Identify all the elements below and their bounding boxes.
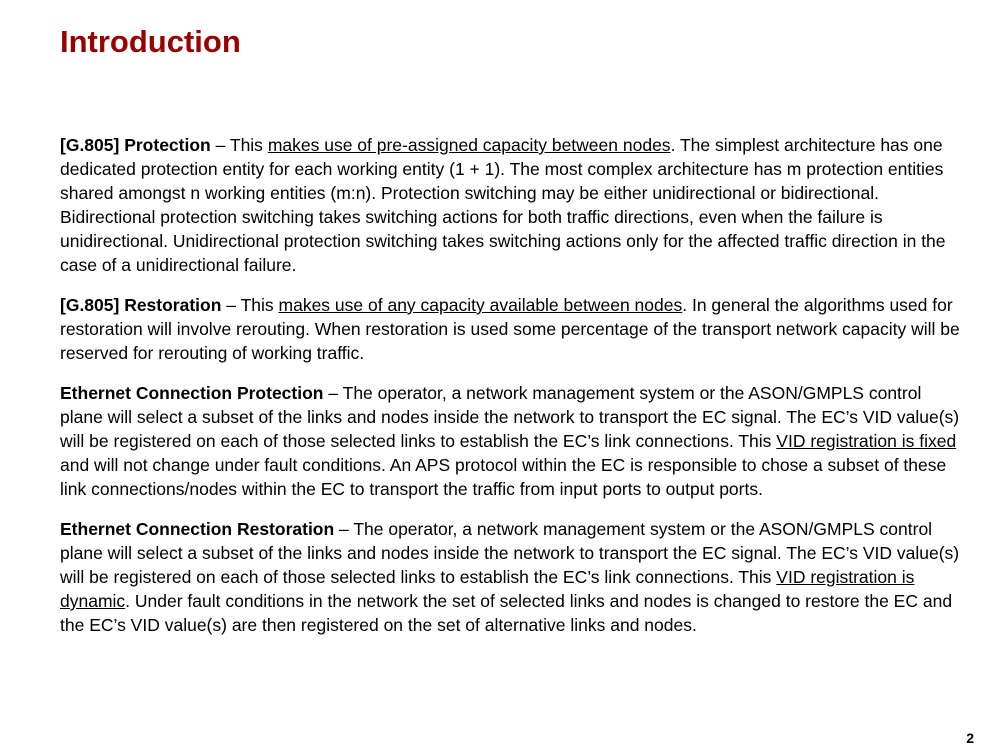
underlined-text: makes use of pre-assigned capacity between nodes — [267, 135, 671, 155]
slide-title: Introduction — [60, 24, 241, 59]
paragraph-text: . Under fault conditions in the network the set of selected links and nodes is changed to restore the EC and the EC’s VID value(s) are then registered on the set of alternative links and nodes. — [60, 591, 953, 635]
paragraph-text: and will not change under fault conditions. An APS protocol within the EC is responsible to chose a subset of these link connections/nodes within the EC to transport the traffic from input ports to output ports. — [60, 455, 947, 499]
paragraph-text: – The operator, a network management system or the ASON/GMPLS control plane will select a subset of the links and nodes inside the network to transport the EC signal. The EC’s VID value(s) will be registered on each of those selected links to establish the EC’s link connections. This — [60, 383, 960, 451]
underlined-text: makes use of any capacity available between nodes — [278, 295, 683, 315]
slide-body — [60, 133, 960, 653]
paragraph-text: . The simplest architecture has one dedicated protection entity for each working entity (1 + 1). The most complex architecture has m protection entities shared amongst n working entities (m:n). Protection switching may be either unidirectional or bidirectional. Bidirectional protection switching takes switching actions for both traffic directions, even when the failure is unidirectional. Unidirectional protection switching takes switching actions only for the affected traffic direction in the case of a unidirectional failure. — [60, 135, 946, 275]
paragraph-ethernet-connection-restoration — [60, 517, 960, 637]
term-ethernet-connection-restoration: Ethernet Connection Restoration — [60, 519, 335, 539]
paragraph-text: – The operator, a network management system or the ASON/GMPLS control plane will select a subset of the links and nodes inside the network to transport the EC signal. The EC’s VID value(s) will be registered on each of those selected links to establish the EC’s link connections. This — [60, 519, 960, 587]
term-g805-protection: [G.805] Protection — [60, 135, 211, 155]
paragraph-g805-restoration — [60, 293, 960, 365]
paragraph-ethernet-connection-protection — [60, 381, 960, 501]
paragraph-g805-protection — [60, 133, 960, 277]
underlined-text: VID registration is dynamic — [60, 567, 915, 611]
paragraph-text: – This — [221, 295, 279, 315]
paragraph-text: . In general the algorithms used for restoration will involve rerouting. When restoration is used some percentage of the transport network capacity will be reserved for rerouting of working traffic. — [60, 295, 960, 363]
underlined-text: VID registration is fixed — [776, 431, 957, 451]
term-g805-restoration: [G.805] Restoration — [60, 295, 222, 315]
paragraph-text: – This — [210, 135, 268, 155]
term-ethernet-connection-protection: Ethernet Connection Protection — [60, 383, 324, 403]
page-number: 2 — [966, 730, 974, 746]
